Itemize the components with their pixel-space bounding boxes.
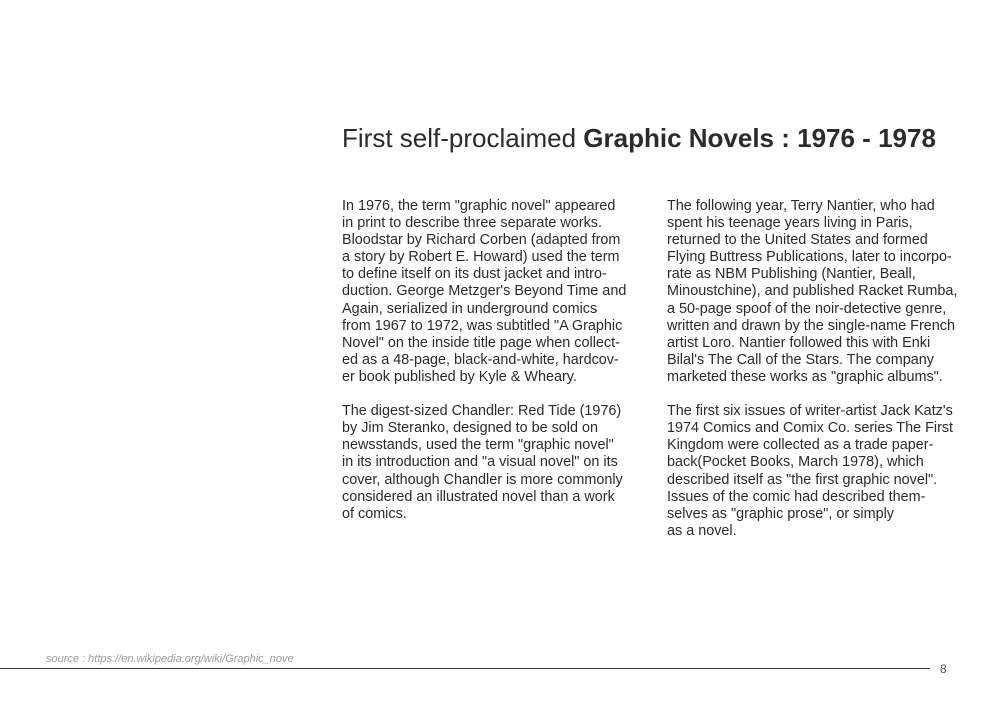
left-paragraph-1 [342, 198, 642, 386]
text-line: cover, although Chandler is more commonly [342, 471, 623, 488]
text-line: duction. George Metzger's Beyond Time and [342, 283, 627, 300]
page-number: 8 [940, 662, 947, 676]
text-line: er book published by Kyle & Wheary. [342, 368, 577, 385]
text-line: Flying Buttress Publications, later to incorpo- [667, 249, 952, 266]
text-line: of comics. [342, 505, 407, 522]
right-column [667, 198, 967, 540]
text-line: considered an illustrated novel than a work [342, 488, 615, 505]
text-line: Issues of the comic had described them- [667, 488, 926, 505]
text-line: rate as NBM Publishing (Nantier, Beall, [667, 266, 916, 283]
right-paragraph-1 [667, 198, 967, 386]
paragraph-spacer [667, 386, 967, 403]
text-line: Minoustchine), and published Racket Rumba, [667, 283, 958, 300]
text-line: described itself as "the first graphic novel". [667, 471, 938, 488]
text-line: a 50-page spoof of the noir-detective genre, [667, 300, 947, 317]
text-line: 1974 Comics and Comix Co. series The First [667, 420, 954, 437]
text-line: The first six issues of writer-artist Jack Katz's [667, 403, 953, 420]
paragraph-spacer [342, 386, 642, 403]
text-line: Novel" on the inside title page when collect- [342, 334, 620, 351]
text-line: ed as a 48-page, black-and-white, hardcov- [342, 351, 619, 368]
text-line: a story by Robert E. Howard) used the term [342, 249, 620, 266]
text-line: as a novel. [667, 522, 737, 539]
text-line: in print to describe three separate works. [342, 215, 602, 232]
text-line: The digest-sized Chandler: Red Tide (1976) [342, 403, 622, 420]
right-paragraph-2 [667, 403, 967, 540]
text-line: artist Loro. Nantier followed this with Enki [667, 334, 931, 351]
text-line: Again, serialized in underground comics [342, 300, 598, 317]
source-citation: source : https://en.wikipedia.org/wiki/Graphic_nove [46, 653, 294, 665]
text-line: from 1967 to 1972, was subtitled "A Graphic [342, 317, 623, 334]
text-line: back(Pocket Books, March 1978), which [667, 454, 924, 471]
text-line: written and drawn by the single-name French [667, 317, 955, 334]
slide-title-bold: Graphic Novels : 1976 - 1978 [583, 123, 936, 153]
text-line: returned to the United States and formed [667, 232, 928, 249]
slide-title-prefix: First self-proclaimed [342, 123, 584, 153]
slide-title [342, 121, 982, 155]
left-paragraph-2 [342, 403, 642, 523]
text-line: Bloodstar by Richard Corben (adapted from [342, 232, 621, 249]
text-line: Bilal's The Call of the Stars. The company [667, 351, 934, 368]
text-line: In 1976, the term "graphic novel" appeared [342, 198, 616, 214]
text-line: newsstands, used the term "graphic novel" [342, 437, 614, 454]
text-line: to define itself on its dust jacket and intro- [342, 266, 607, 283]
text-line: selves as "graphic prose", or simply [667, 505, 894, 522]
text-line: spent his teenage years living in Paris, [667, 215, 913, 232]
footer-divider [0, 668, 930, 669]
text-line: The following year, Terry Nantier, who had [667, 198, 935, 214]
text-line: in its introduction and "a visual novel" on its [342, 454, 618, 471]
text-line: marketed these works as "graphic albums". [667, 368, 943, 385]
text-line: Kingdom were collected as a trade paper- [667, 437, 934, 454]
text-line: by Jim Steranko, designed to be sold on [342, 420, 598, 437]
left-column [342, 198, 642, 523]
